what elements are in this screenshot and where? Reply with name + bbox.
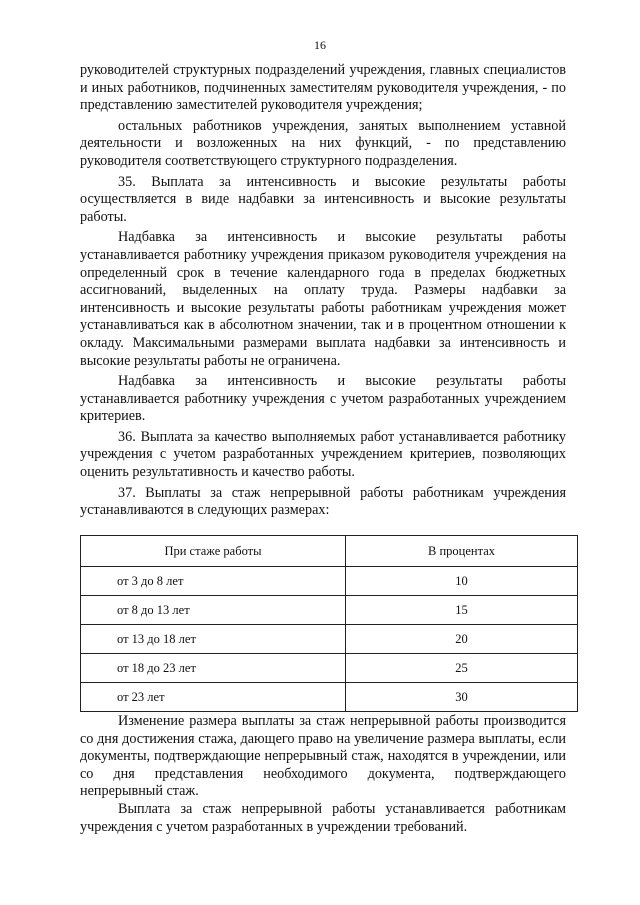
table-cell: от 3 до 8 лет: [81, 567, 346, 596]
table-row: [81, 683, 578, 712]
table-row: [81, 654, 578, 683]
table-cell: от 13 до 18 лет: [81, 625, 346, 654]
table-cell: 25: [346, 654, 578, 683]
table-cell: от 23 лет: [81, 683, 346, 712]
body-text-bottom: [80, 713, 566, 836]
page-number: 16: [314, 38, 326, 52]
table-cell: 30: [346, 683, 578, 712]
paragraph: Надбавка за интенсивность и высокие результаты работы устанавливается работнику учреждения приказом руководителя учреждения на определенный срок в течение календарного года в пределах бюджетных ассигнований, выделенных на оплату труда. Размеры надбавки за интенсивность и высокие результаты работы работникам учреждения может устанавливаться как в абсолютном значении, так и в процентном отношении к окладу. Максимальными размерами выплата надбавки за интенсивность и высокие результаты работы не ограничена.: [80, 229, 566, 369]
paragraph: Выплата за стаж непрерывной работы устанавливается работникам учреждения с учетом разработанных в учреждении требований.: [80, 800, 566, 835]
body-text-top: [80, 62, 566, 520]
table-cell: от 18 до 23 лет: [81, 654, 346, 683]
table-cell: 10: [346, 567, 578, 596]
paragraph: 35. Выплата за интенсивность и высокие результаты работы осуществляется в виде надбавки за интенсивность и высокие результаты работы.: [80, 173, 566, 225]
table-header-row: [81, 536, 578, 567]
table-cell: 15: [346, 596, 578, 625]
seniority-table: [80, 535, 578, 712]
paragraph: 36. Выплата за качество выполняемых работ устанавливается работнику учреждения с учетом разработанных учреждением критериев, позволяющих оценить результативность и качество работы.: [80, 428, 566, 481]
paragraph: Изменение размера выплаты за стаж непрерывной работы производится со дня достижения стажа, дающего право на увеличение размера выплаты, если документы, подтверждающие непрерывный стаж, находятся в учреждении, или со дня представления необходимого документа, подтверждающего непрерывный стаж.: [80, 713, 566, 800]
paragraph: Надбавка за интенсивность и высокие результаты работы устанавливается работнику учреждения с учетом разработанных учреждением критериев.: [80, 373, 566, 425]
column-header: При стаже работы: [81, 536, 346, 567]
paragraph: остальных работников учреждения, занятых выполнением уставной деятельности и возложенных на них функций, - по представлению руководителя соответствующего структурного подразделения.: [80, 117, 566, 169]
column-header: В процентах: [346, 536, 578, 567]
table-cell: 20: [346, 625, 578, 654]
table-row: [81, 625, 578, 654]
table-cell: от 8 до 13 лет: [81, 596, 346, 625]
table-row: [81, 567, 578, 596]
table-row: [81, 596, 578, 625]
paragraph: 37. Выплаты за стаж непрерывной работы работникам учреждения устанавливаются в следующих размерах:: [80, 484, 566, 519]
paragraph: руководителей структурных подразделений учреждения, главных специалистов и иных работников, подчиненных заместителям руководителя учреждения, - по представлению заместителей руководителя учреждения;: [80, 62, 566, 114]
